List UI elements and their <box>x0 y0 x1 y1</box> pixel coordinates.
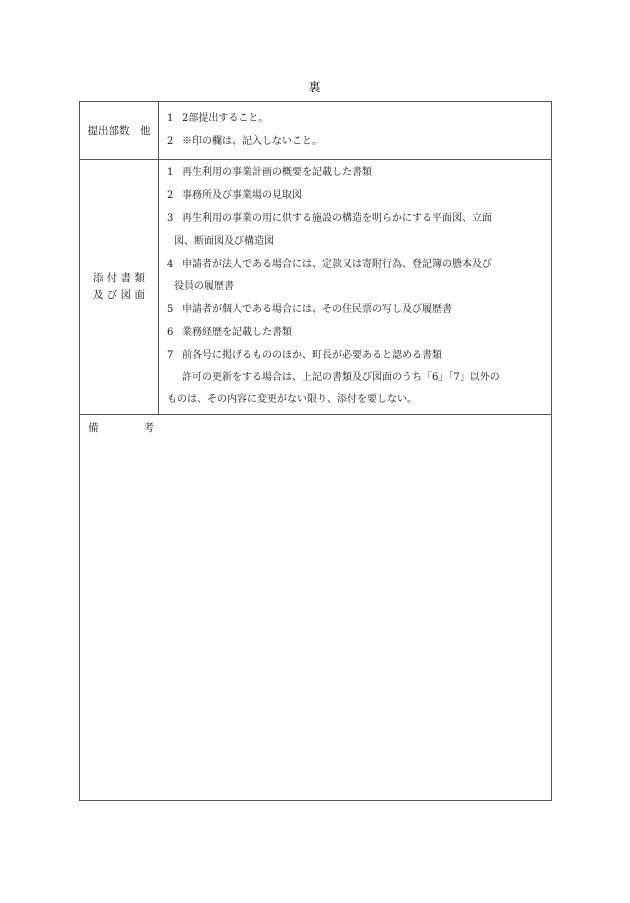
item-number: 6 <box>167 327 174 339</box>
item-number: 1 <box>167 113 174 124</box>
item-text: 再生利用の事業の用に供する施設の構造を明らかにする平面図、立面 <box>182 213 492 225</box>
item-number: 4 <box>167 258 174 270</box>
attachment-item <box>167 253 545 276</box>
attachments-label-line1: 添 付 書 類 <box>92 271 145 284</box>
attachment-item <box>167 161 545 184</box>
application-form-table <box>79 101 552 801</box>
item-text: 申請者が法人である場合には、定款又は寄附行為、登記簿の謄本及び <box>182 258 492 270</box>
item-continuation: 役員の履歴書 <box>174 280 234 292</box>
item-number: 2 <box>167 190 174 202</box>
item-number: 5 <box>167 303 174 315</box>
item-text: 2部提出すること。 <box>182 113 269 124</box>
attachment-item <box>167 184 545 207</box>
renewal-note: 許可の更新をする場合は、上記の書類及び図面のうち「6」「7」以外の <box>182 372 500 384</box>
attachment-item <box>167 298 545 321</box>
item-number: 3 <box>167 213 174 225</box>
submission-item <box>167 130 545 153</box>
submission-content <box>159 102 551 159</box>
item-text: 前各号に掲げるもののほか、町長が必要あると認める書類 <box>182 350 442 362</box>
item-number: 1 <box>167 167 174 178</box>
item-text: 事務所及び事業場の見取図 <box>182 190 302 202</box>
page-title: 裏 <box>308 80 322 94</box>
renewal-note-continuation: ものは、その内容に変更がない限り、添付を要しない。 <box>167 394 417 406</box>
submission-item <box>167 107 545 130</box>
attachment-item <box>167 344 545 367</box>
item-text: ※印の欄は、記入しないこと。 <box>182 136 322 148</box>
remarks-label-char: 備 <box>88 422 99 434</box>
attachments-content <box>159 159 551 414</box>
item-text: 申請者が個人である場合には、その住民票の写し及び履歴書 <box>182 303 452 315</box>
attachments-label <box>80 159 159 414</box>
submission-row <box>80 102 551 160</box>
remarks-label <box>88 420 154 435</box>
remarks-label-char: 考 <box>143 422 154 434</box>
item-text: 業務経歴を記載した書類 <box>182 327 292 339</box>
remarks-row <box>80 414 551 800</box>
submission-label: 提出部数 他 <box>80 102 159 159</box>
item-number: 7 <box>167 350 174 362</box>
item-number: 2 <box>167 136 174 148</box>
item-text: 再生利用の事業計画の概要を記載した書類 <box>182 167 372 178</box>
attachment-item <box>167 321 545 344</box>
attachment-item <box>167 207 545 230</box>
item-continuation: 図、断面図及び構造図 <box>174 235 274 247</box>
attachments-row <box>80 159 551 415</box>
attachments-label-line2: 及 び 図 面 <box>92 288 145 301</box>
